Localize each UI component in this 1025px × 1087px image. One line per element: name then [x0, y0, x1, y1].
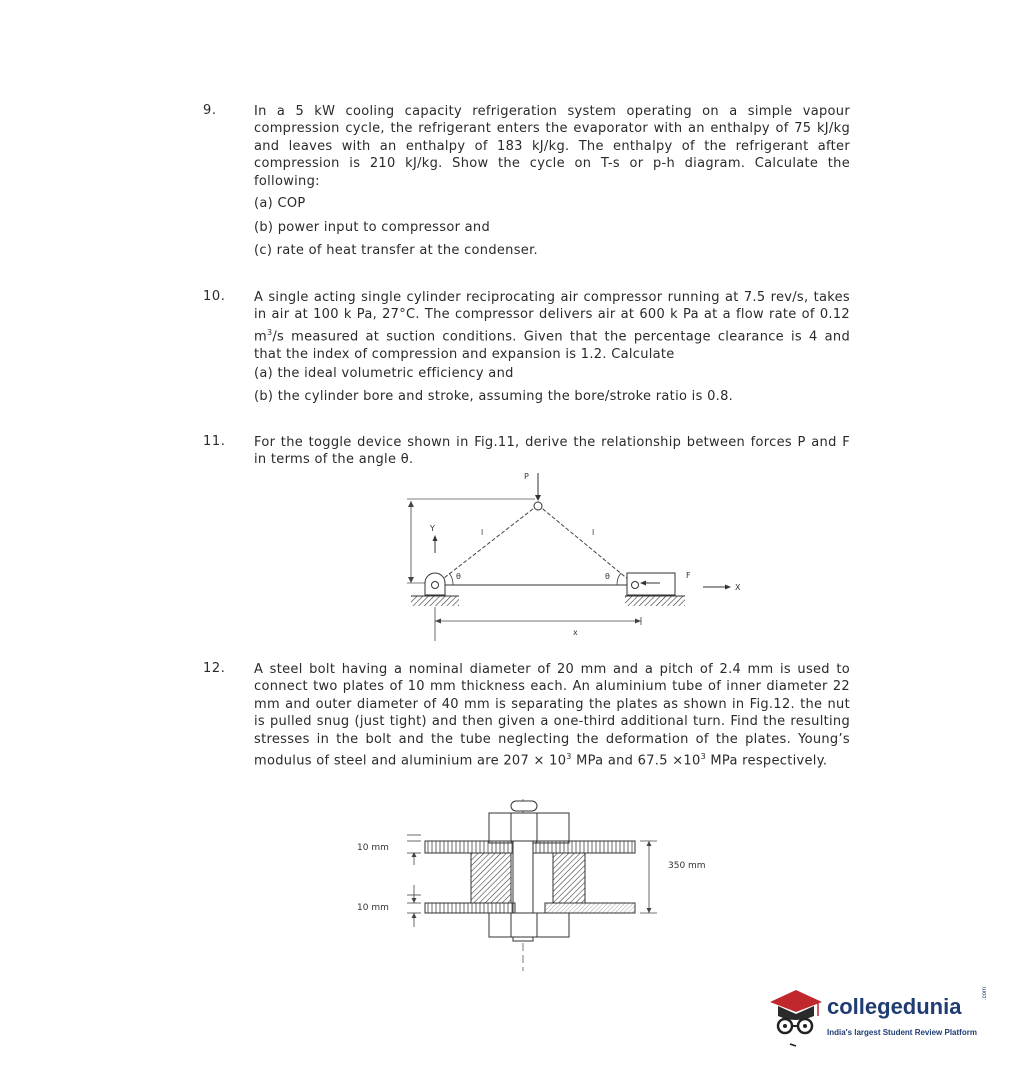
question-text: In a 5 kW cooling capacity refrigeration system operating on a simple vapour compression cycle, the refrigerant enters the evaporator with an enthalpy of 75 kJ/kg and leaves with an enthalpy of 183 kJ/kg. The enthalpy of the refrigerant after compression is 210 kJ/kg. Show the cycle on T-s or p-h diagram. Calculate the following: [254, 104, 850, 189]
collegedunia-logo [766, 982, 996, 1052]
label-top-plate-thickness: 10 mm [357, 843, 389, 853]
logo-tagline: India's largest Student Review Platform [827, 1028, 977, 1037]
label-p: P [524, 472, 529, 481]
question-part: (a) the ideal volumetric efficiency and [254, 366, 514, 381]
question-number: 9. [203, 103, 217, 118]
label-l-right: l [592, 528, 595, 537]
question-part: (a) COP [254, 196, 306, 211]
label-x-dimension: x [573, 628, 578, 637]
question-text: A single acting single cylinder reciprocating air compressor running at 7.5 rev/s, takes in air at 100 k Pa, 27°C. The compressor delivers air at 600 k Pa at a flow rate of 0.12 $m^3/s$ measured at suction conditions. Given that the percentage clearance is 4 and that the index of compression and expansion is 1.2. Calculate [254, 290, 850, 362]
logo-com: .com [982, 986, 988, 1000]
toggle-device-figure [395, 465, 755, 650]
question-number: 12. [203, 661, 226, 676]
label-length: 350 mm [668, 861, 706, 871]
question-text: For the toggle device shown in Fig.11, derive the relationship between forces P and F in terms of the angle θ. [254, 435, 850, 468]
bolt-tube-figure [355, 795, 735, 975]
question-text: A steel bolt having a nominal diameter of 20 mm and a pitch of 2.4 mm is used to connect two plates of 10 mm thickness each. An aluminium tube of inner diameter 22 mm and outer diameter of 40 mm is separating the plates as shown in Fig.12. the nut is pulled snug (just tight) and then given a one-third additional turn. Find the resulting stresses in the bolt and the tube neglecting the deformation of the plates. Young’s modulus of steel and aluminium are $207 \times 10^3$ MPa and $67.5 \times 10^3$ MPa respectively. [254, 662, 850, 769]
label-x-axis: X [735, 583, 741, 592]
question-number: 10. [203, 289, 226, 304]
logo-wordmark: collegedunia [827, 994, 962, 1019]
question-part: (b) the cylinder bore and stroke, assuming the bore/stroke ratio is 0.8. [254, 389, 734, 404]
question-part: (c) rate of heat transfer at the condenser. [254, 243, 538, 258]
graduate-icon [766, 982, 826, 1050]
question-number: 11. [203, 434, 226, 449]
label-l-left: l [481, 528, 484, 537]
label-f: F [686, 571, 691, 580]
question-part: (b) power input to compressor and [254, 220, 491, 235]
label-y: Y [430, 524, 435, 533]
label-bottom-plate-thickness: 10 mm [357, 903, 389, 913]
label-theta-left: θ [456, 572, 461, 581]
label-theta-right: θ [605, 572, 610, 581]
